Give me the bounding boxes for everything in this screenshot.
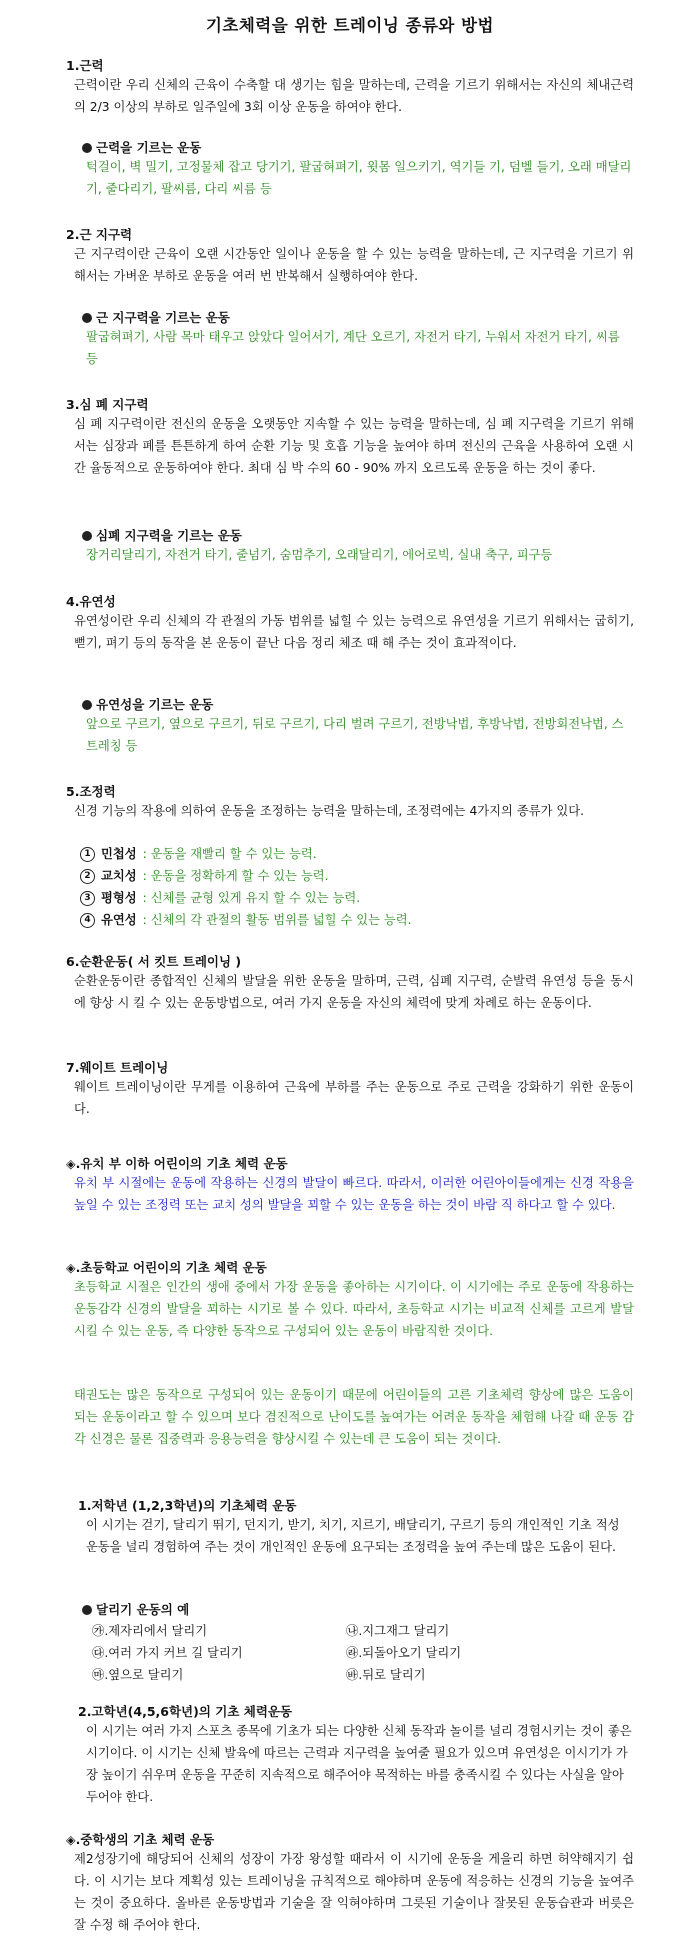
coordination-item: 1 민첩성 : 운동을 재빨리 할 수 있는 능력. <box>80 843 317 865</box>
coordination-item: 4 유연성 : 신체의 각 관절의 활동 범위를 넓힐 수 있는 능력. <box>80 909 412 931</box>
section-circuit-body: 순환운동이란 종합적인 신체의 발달을 위한 운동을 말하며, 근력, 심폐 지구력, 순발력 유연성 등을 동시에 향상 시 킬 수 있는 운동방법으로, 여러 가지 운동을 자신의 체력에 맞게 차례로 하는 운동이다. <box>74 974 634 1010</box>
bullet-icon <box>82 531 92 541</box>
kindergarten-body: 유치 부 시절에는 운동에 작용하는 신경의 발달이 빠르다. 따라서, 이러한 어린아이들에게는 신경 작용을 높일 수 있는 조정력 또는 교치 성의 발달을 꾀할 수 있는 운동을 하는 것이 바람 직 하다고 할 수 있다. <box>74 1176 634 1212</box>
running-examples-title: 달리기 운동의 예 <box>82 1600 189 1618</box>
bullet-icon <box>82 313 92 323</box>
section-coordination-body: 신경 기능의 작용에 의하여 운동을 조정하는 능력을 말하는데, 조정력에는 4가지의 종류가 있다. <box>74 804 585 818</box>
strength-exercises-list: 턱걸이, 벽 밀기, 고정물체 잡고 당기기, 팔굽혀펴기, 윗몸 일으키기, 역기들 기, 덤벨 들기, 오래 매달리기, 줄다리기, 팔씨름, 다리 씨름 등 <box>86 160 632 196</box>
flexibility-exercises-list: 앞으로 구르기, 옆으로 구르기, 뒤로 구르기, 다리 벌려 구르기, 전방낙법, 후방낙법, 전방회전낙법, 스트레칭 등 <box>86 717 624 753</box>
coordination-item: 2 교치성 : 운동을 정확하게 할 수 있는 능력. <box>80 865 329 887</box>
bullet-icon <box>82 1605 92 1615</box>
section-endurance-body: 근 지구력이란 근육이 오랜 시간동안 일이나 운동을 할 수 있는 능력을 말하는데, 근 지구력을 기르기 위해서는 가벼운 부하로 운동을 여러 번 반복해서 실행하여야 한다. <box>74 247 634 283</box>
flexibility-exercises-title: 유연성을 기르는 운동 <box>82 695 213 713</box>
section-circuit-title: 6.순환운동( 서 킷트 트레이닝 ) <box>66 954 242 969</box>
section-strength-title: 1.근력 <box>66 58 104 73</box>
bullet-icon <box>82 700 92 710</box>
running-example: ㉲.옆으로 달리기 <box>92 1668 184 1682</box>
elementary-body-2: 태권도는 많은 동작으로 구성되어 있는 운동이기 때문에 어린이들의 고른 기초체력 향상에 많은 도움이 되는 운동이라고 할 수 있으며 보다 겸진적으로 난이도를 높여가는 어려운 동작을 체험해 나갈 때 운동 감각 신경은 물론 집중력과 응용능력을 향상시킬 수 있는데 큰 도움이 되는 것이다. <box>74 1388 634 1446</box>
middle-school-title: ◈.중학생의 기초 체력 운동 <box>66 1832 215 1847</box>
elementary-body-1: 초등학교 시절은 인간의 생애 중에서 가장 운동을 좋아하는 시기이다. 이 시기에는 주로 운동에 작용하는 운동감각 신경의 발달을 꾀하는 시기로 볼 수 있다. 따라서, 초등학교 시기는 비교적 신체를 고르게 발달시킬 수 있는 운동, 즉 다양한 동작으로 구성되어 있는 운동이 바람직한 것이다. <box>74 1280 634 1338</box>
strength-exercises-title: 근력을 기르는 운동 <box>82 138 201 156</box>
kindergarten-title: ◈.유치 부 이하 어린이의 기초 체력 운동 <box>66 1156 288 1171</box>
section-cardio-title: 3.심 폐 지구력 <box>66 397 149 412</box>
section-weight-body: 웨이트 트레이닝이란 무게를 이용하여 근육에 부하를 주는 운동으로 주로 근력을 강화하기 위한 운동이다. <box>74 1080 634 1116</box>
cardio-exercises-title: 심폐 지구력을 기르는 운동 <box>82 526 242 544</box>
middle-school-body: 제2성장기에 해당되어 신체의 성장이 가장 왕성할 때라서 이 시기에 운동을 게을리 하면 허약해지기 쉽다. 이 시기는 보다 계획성 있는 트레이닝을 규칙적으로 해야하며 운동에 적응하는 신경의 기능을 높여주는 것이 중요하다. 올바른 운동방법과 기술을 잘 익혀야하며 그릇된 기술이나 잘못된 운동습관과 버릇은 잘 수정 해 주어야 한다. <box>74 1852 634 1932</box>
section-flexibility-body: 유연성이란 우리 신체의 각 관절의 가동 범위를 넓힐 수 있는 능력으로 유연성을 기르기 위해서는 굽히기, 뻗기, 펴기 등의 동작을 본 운동이 끝난 다음 정리 체조 때 해 주는 것이 효과적이다. <box>74 614 634 650</box>
section-weight-title: 7.웨이트 트레이닝 <box>66 1060 169 1075</box>
elementary-title: ◈.초등학교 어린이의 기초 체력 운동 <box>66 1260 267 1275</box>
running-example: ㉯.지그재그 달리기 <box>346 1624 450 1638</box>
section-cardio-body: 심 폐 지구력이란 전신의 운동을 오랫동안 지속할 수 있는 능력을 말하는데, 심 폐 지구력을 기르기 위해서는 심장과 폐를 튼튼하게 하여 순환 기능 및 호흡 기능을 높여야 하며 전신의 근육을 사용하여 오랜 시간 율동적으로 운동하여야 한다. 최대 심 박 수의 60 - 90% 까지 오르도록 운동을 하는 것이 좋다. <box>74 417 634 475</box>
running-example: ㉰.여러 가지 커브 길 달리기 <box>92 1646 243 1660</box>
upper-grades-title: 2.고학년(4,5,6학년)의 기초 체력운동 <box>78 1704 293 1719</box>
running-example: ㉮.제자리에서 달리기 <box>92 1624 208 1638</box>
section-coordination-title: 5.조정력 <box>66 784 116 799</box>
endurance-exercises-list: 팔굽혀펴기, 사람 목마 태우고 앉았다 일어서기, 계단 오르기, 자전거 타기, 누워서 자전거 타기, 씨름 등 <box>86 330 620 366</box>
running-example: ㉳.뒤로 달리기 <box>346 1668 426 1682</box>
page-title: 기초체력을 위한 트레이닝 종류와 방법 <box>205 16 494 35</box>
cardio-exercises-list: 장거리달리기, 자전거 타기, 줄넘기, 숨멈추기, 오래달리기, 에어로빅, 실내 축구, 피구등 <box>86 548 553 562</box>
lower-grades-body: 이 시기는 걷기, 달리기 뛰기, 던지기, 받기, 치기, 지르기, 배달리기, 구르기 등의 개인적인 기초 적성 운동을 널리 경험하여 주는 것이 개인적인 운동에 요구되는 조정력을 높여 주는데 많은 도움이 된다. <box>86 1518 620 1554</box>
section-endurance-title: 2.근 지구력 <box>66 227 133 242</box>
upper-grades-body: 이 시기는 여러 가지 스포츠 종목에 기초가 되는 다양한 신체 동작과 놀이를 널리 경험시키는 것이 좋은 시기이다. 이 시기는 신체 발육에 따르는 근력과 지구력을 높여줄 필요가 있으며 유연성은 이시기가 가장 높이기 쉬우며 운동을 꾸준히 지속적으로 해주어야 목적하는 바를 충족시킬 수 있다는 사실을 알아두어야 한다. <box>86 1724 632 1804</box>
running-example: ㉱.되돌아오기 달리기 <box>346 1646 462 1660</box>
endurance-exercises-title: 근 지구력을 기르는 운동 <box>82 308 230 326</box>
coordination-item: 3 평형성 : 신체를 균형 있게 유지 할 수 있는 능력. <box>80 887 360 909</box>
lower-grades-title: 1.저학년 (1,2,3학년)의 기초체력 운동 <box>78 1498 297 1513</box>
bullet-icon <box>82 143 92 153</box>
section-flexibility-title: 4.유연성 <box>66 594 116 609</box>
section-strength-body: 근력이란 우리 신체의 근육이 수축할 대 생기는 힘을 말하는데, 근력을 기르기 위해서는 자신의 체내근력의 2/3 이상의 부하로 일주일에 3회 이상 운동을 하여야 한다. <box>74 78 634 114</box>
